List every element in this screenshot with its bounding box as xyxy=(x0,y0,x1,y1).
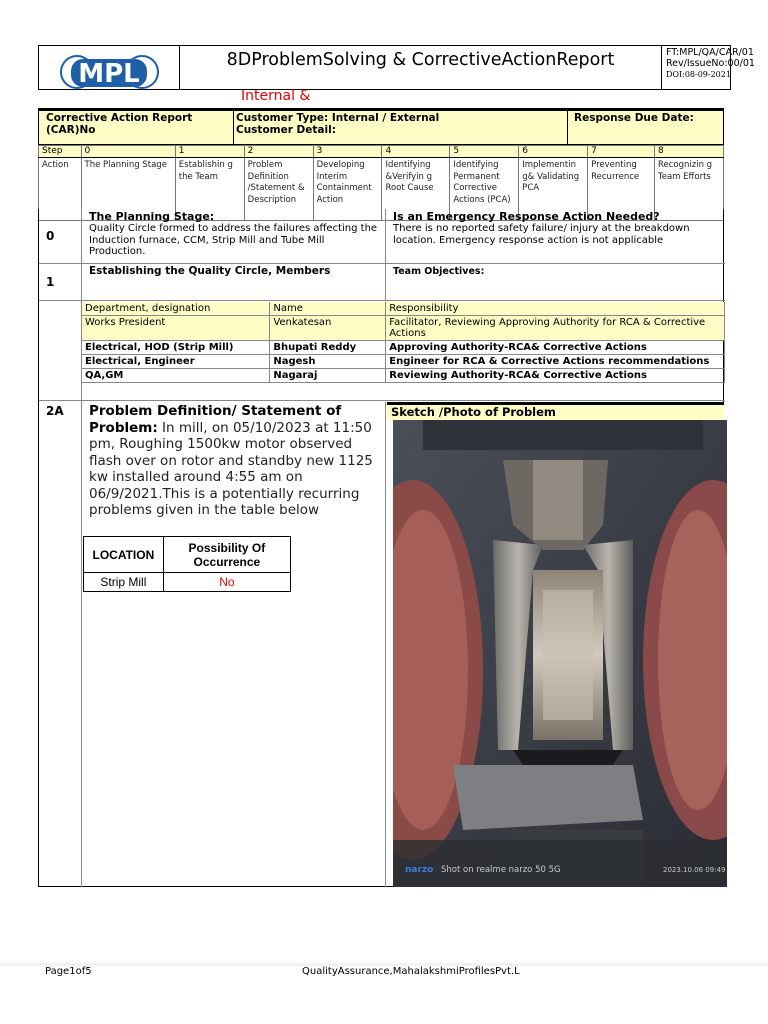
location-header: LOCATION xyxy=(84,537,164,573)
step-number: 1 xyxy=(175,146,244,158)
quality-circle-title: Establishing the Quality Circle, Members xyxy=(89,265,331,277)
step-action: Identifying &Verifyin g Root Cause xyxy=(382,158,450,221)
planning-stage-title: The Planning Stage: xyxy=(89,210,215,223)
team-objectives-label: Team Objectives: xyxy=(393,266,485,277)
step-no: 2A xyxy=(46,404,64,418)
problem-statement-text: In mill, on 05/10/2023 at 11:50 pm, Roughing 1500kw motor observed flash over on rotor and standby new 1125 kw installed around 4:55 am on 06/9/2021.This is a potentially recurring problems given in the table below xyxy=(89,419,373,518)
internal-label: Internal & xyxy=(241,88,311,104)
possibility-header: Possibility Of Occurrence xyxy=(163,537,290,573)
svg-text:narzo: narzo xyxy=(405,865,434,875)
table-row xyxy=(82,355,725,369)
team-members-table xyxy=(82,302,725,383)
department-cell: Electrical, HOD (Strip Mill) xyxy=(82,341,270,355)
column-header: Responsibility xyxy=(386,302,725,316)
table-row xyxy=(82,341,725,355)
department-cell: QA,GM xyxy=(82,369,270,383)
responsibility-cell: Approving Authority-RCA& Corrective Actions xyxy=(386,341,725,355)
problem-statement xyxy=(89,403,381,519)
svg-text:MPL: MPL xyxy=(78,59,140,89)
company-footer: QualityAssurance,MahalakshmiProfilesPvt.L xyxy=(302,966,520,977)
possibility-cell: No xyxy=(163,573,290,592)
problem-photo xyxy=(393,420,727,887)
step-number: 6 xyxy=(519,146,588,158)
row-divider xyxy=(39,263,725,264)
planning-stage-block xyxy=(89,210,381,258)
step-no: 0 xyxy=(46,229,55,243)
table-row xyxy=(84,573,291,592)
step-number: 0 xyxy=(81,146,175,158)
responsibility-cell: Facilitator, Reviewing Approving Authority for RCA & Corrective Actions xyxy=(386,316,725,341)
problem-statement-title: Problem Definition/ Statement of Problem: xyxy=(89,403,342,436)
revision-number: Rev/IssueNo:00/01 xyxy=(666,58,755,69)
customer-detail: Customer Detail: xyxy=(236,124,336,136)
car-info-bar xyxy=(38,108,724,145)
step-number: 5 xyxy=(450,146,519,158)
planning-stage-text: Quality Circle formed to address the failures affecting the Induction furnace, CCM, Strip Mill and Tube Mill Production. xyxy=(89,223,378,257)
column-header: Name xyxy=(270,302,386,316)
car-number-label: Corrective Action Report (CAR)No xyxy=(39,111,234,144)
step-no: 1 xyxy=(46,275,55,289)
team-header-row xyxy=(82,302,725,316)
column-divider xyxy=(385,402,386,887)
step-action: Identifying Permanent Corrective Actions (PCA) xyxy=(450,158,519,221)
form-number: FT:MPL/QA/CAR/01 xyxy=(666,47,754,58)
company-logo xyxy=(39,46,180,89)
main-report-grid xyxy=(38,209,724,887)
table-row xyxy=(82,316,725,341)
column-divider xyxy=(385,209,386,300)
step-number-row xyxy=(39,146,724,158)
location-header-row xyxy=(84,537,291,573)
step-action: Implementin g& Validating PCA xyxy=(519,158,588,221)
step-action: Developing Interim Containment Action xyxy=(313,158,382,221)
location-cell: Strip Mill xyxy=(84,573,164,592)
customer-type: Customer Type: Internal / External xyxy=(236,112,440,124)
step-action: Preventing Recurrence xyxy=(588,158,655,221)
responsibility-cell: Engineer for RCA & Corrective Actions recommendations xyxy=(386,355,725,369)
responsibility-cell: Reviewing Authority-RCA& Corrective Actions xyxy=(386,369,725,383)
step-number: 2 xyxy=(244,146,313,158)
document-meta xyxy=(662,47,755,80)
name-cell: Bhupati Reddy xyxy=(270,341,386,355)
step-number: 7 xyxy=(588,146,655,158)
photo-watermark-left: Shot on realme narzo 50 5G xyxy=(441,865,561,875)
emergency-answer: There is no reported safety failure/ injury at the breakdown location. Emergency response action is not applicable xyxy=(393,223,690,246)
emergency-question: Is an Emergency Response Action Needed? xyxy=(393,210,660,223)
row-divider xyxy=(39,300,725,301)
name-cell: Nagaraj xyxy=(270,369,386,383)
emergency-block xyxy=(393,210,723,246)
step-label: Step xyxy=(39,146,82,158)
column-header: Department, designation xyxy=(82,302,270,316)
step-number: 4 xyxy=(382,146,450,158)
customer-info xyxy=(234,111,568,144)
doi-date: DOI:08-09-2021 xyxy=(666,70,731,79)
document-header xyxy=(38,45,755,90)
step-number: 8 xyxy=(655,146,724,158)
response-due-date: Response Due Date: xyxy=(574,112,694,124)
row-divider xyxy=(39,400,725,401)
step-number: 3 xyxy=(313,146,382,158)
step-action: Problem Definition /Statement & Description xyxy=(244,158,313,221)
step-action: The Planning Stage xyxy=(81,158,175,221)
location-table xyxy=(83,536,291,592)
name-cell: Venkatesan xyxy=(270,316,386,341)
department-cell: Electrical, Engineer xyxy=(82,355,270,369)
department-cell: Works President xyxy=(82,316,270,341)
photo-watermark-right: 2023.10.06 09:49 xyxy=(663,866,726,874)
report-title: 8DProblemSolving & CorrectiveActionReport xyxy=(180,46,662,89)
action-label: Action xyxy=(39,158,82,221)
page-number: Page1of5 xyxy=(45,966,92,977)
step-action: Recognizin g Team Efforts xyxy=(655,158,724,221)
step-action: Establishin g the Team xyxy=(175,158,244,221)
sketch-header: Sketch /Photo of Problem xyxy=(387,402,724,420)
name-cell: Nagesh xyxy=(270,355,386,369)
table-row xyxy=(82,369,725,383)
